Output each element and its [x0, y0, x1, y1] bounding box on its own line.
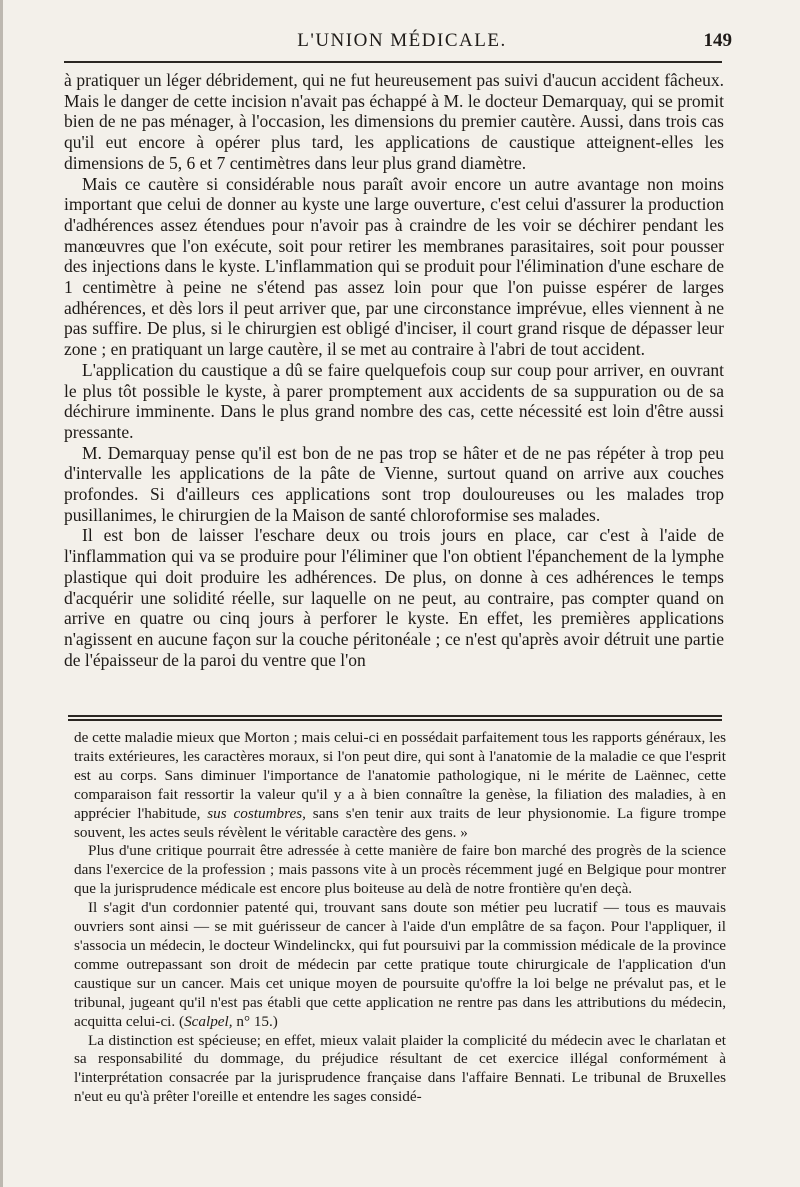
- note-text: de cette maladie mieux que Morton ; mais celui-ci en possédait parfaitement tous les rapports généraux, les traits extérieures, les caractères moraux, si l'on peut dire, qui sont à l'anatomie de la maladie ce que l'esprit est au corps. Sans diminuer l'importance de l'anatomie pathologique, ni le mérite de Laënnec, cette comparaison fait ressortir la valeur qu'il y a à bien connaître la genèse, la filiation des maladies, à en apprécier l'habitude,: [74, 729, 726, 822]
- note-paragraph: [74, 729, 726, 842]
- note-text: sans s'en tenir aux traits de leur physionomie. La figure trompe souvent, les actes seuls révèlent le véritable caractère des gens. »: [74, 804, 727, 841]
- page-number: 149: [703, 30, 732, 51]
- feuilleton-text: [74, 729, 726, 1107]
- section-divider: [68, 715, 722, 721]
- note-italic: sus costumbres,: [207, 804, 306, 822]
- main-paragraph: L'application du caustique a dû se faire quelquefois coup sur coup pour arriver, en ouvrant le plus tôt possible le kyste, à parer promptement aux accidents de sa suppuration ou de sa déchirure imminente. Dans le plus grand nombre des cas, cette nécessité est loin d'être aussi pressante.: [64, 359, 724, 442]
- main-text: [64, 70, 724, 670]
- note-text: n° 15.): [236, 1012, 278, 1030]
- journal-title: L'UNION MÉDICALE.: [297, 30, 507, 51]
- page-edge: [0, 0, 3, 1187]
- note-paragraph: La distinction est spécieuse; en effet, mieux valait plaider la complicité du médecin avec le charlatan et sa responsabilité du dommage, du préjudice résultant de cet exercice illégal conformément à l'interprétation consacrée par la jurisprudence française dans l'affaire Bennati. Le tribunal de Bruxelles n'eut eu qu'à prêter l'oreille et entendre les sages considé-: [74, 1031, 726, 1106]
- note-text: Il s'agit d'un cordonnier patenté qui, trouvant sans doute son métier peu lucratif — tous es mauvais ouvriers sont ainsi — se mit guérisseur de cancer à l'aide d'un emplâtre de sa façon. Pour l'appliquer, il s'associa un médecin, le docteur Windelinckx, qui fut poursuivi par la commission médicale de la province comme outrepassant son droit de médecin par cette pratique toute chirurgicale de l'application d'un caustique sur un cancer. Mais cet unique moyen de poursuite qu'offre la loi belge ne prévalut pas, et le tribunal, jugeant qu'il n'est pas établi que cette application ne rentre pas dans les attributions du médecin, acquitta celui-ci. (: [74, 899, 726, 1030]
- note-italic: Scalpel,: [184, 1012, 233, 1030]
- note-paragraph: Plus d'une critique pourrait être adressée à cette manière de faire bon marché des progrès de la science dans l'exercice de la profession ; mais passons vite à un procès récemment jugé en Belgique pour montrer que la jurisprudence médicale est encore plus boiteuse au delà de notre frontière qu'en deçà.: [74, 842, 726, 898]
- main-paragraph: Mais ce cautère si considérable nous paraît avoir encore un autre avantage non moins important que celui de donner au kyste une large ouverture, c'est celui d'assurer la production d'adhérences assez étendues pour n'avoir pas à craindre de les voir se déchirer pendant les manœuvres que l'on exécute, soit pour retirer les membranes parasitaires, soit pour pousser des injections dans le kyste. L'inflammation qui se produit pour l'élimination d'une eschare de 1 centimètre à peine ne s'étend pas assez loin pour que l'on puisse espérer de larges adhérences, et dès lors il peut arriver que, par une circonstance imprévue, elles viennent à ne pas suffire. De plus, si le chirurgien est obligé d'inciser, il court grand risque de dépasser leur zone ; en pratiquant un large cautère, il se met au contraire à l'abri de tout accident.: [64, 173, 724, 360]
- running-header: [64, 30, 740, 58]
- main-paragraph: M. Demarquay pense qu'il est bon de ne pas trop se hâter et de ne pas répéter à trop peu d'intervalle les applications de la pâte de Vienne, surtout quand on arrive aux couches profondes. Si d'ailleurs ces applications sont trop douloureuses ou les malades trop pusillanimes, le chirurgien de la Maison de santé chloroformise ses malades.: [64, 442, 724, 525]
- main-paragraph: à pratiquer un léger débridement, qui ne fut heureusement pas suivi d'aucun accident fâcheux. Mais le danger de cette incision n'avait pas échappé à M. le docteur Demarquay, qui se promit bien de ne pas ménager, à l'occasion, les dimensions du premier cautère. Aussi, dans trois cas qu'il eut encore à opérer plus tard, les applications de caustique atteignent-elles les dimensions de 5, 6 et 7 centimètres dans leur plus grand diamètre.: [64, 70, 724, 173]
- main-paragraph: Il est bon de laisser l'eschare deux ou trois jours en place, car c'est à l'aide de l'inflammation qui va se produire pour l'éliminer que l'on obtient l'épanchement de la lymphe plastique qui doit produire les adhérences. De plus, on donne à ces adhérences le temps d'acquérir une solidité réelle, sur laquelle on ne peut, au contraire, pas compter quand on arrive en quatre ou cinq jours à perforer le kyste. En effet, les premières applications n'agissent en aucune façon sur la couche péritonéale ; ce n'est qu'après avoir détruit une partie de l'épaisseur de la paroi du ventre que l'on: [64, 525, 724, 670]
- note-paragraph: [74, 899, 726, 1031]
- header-rule: [64, 61, 722, 63]
